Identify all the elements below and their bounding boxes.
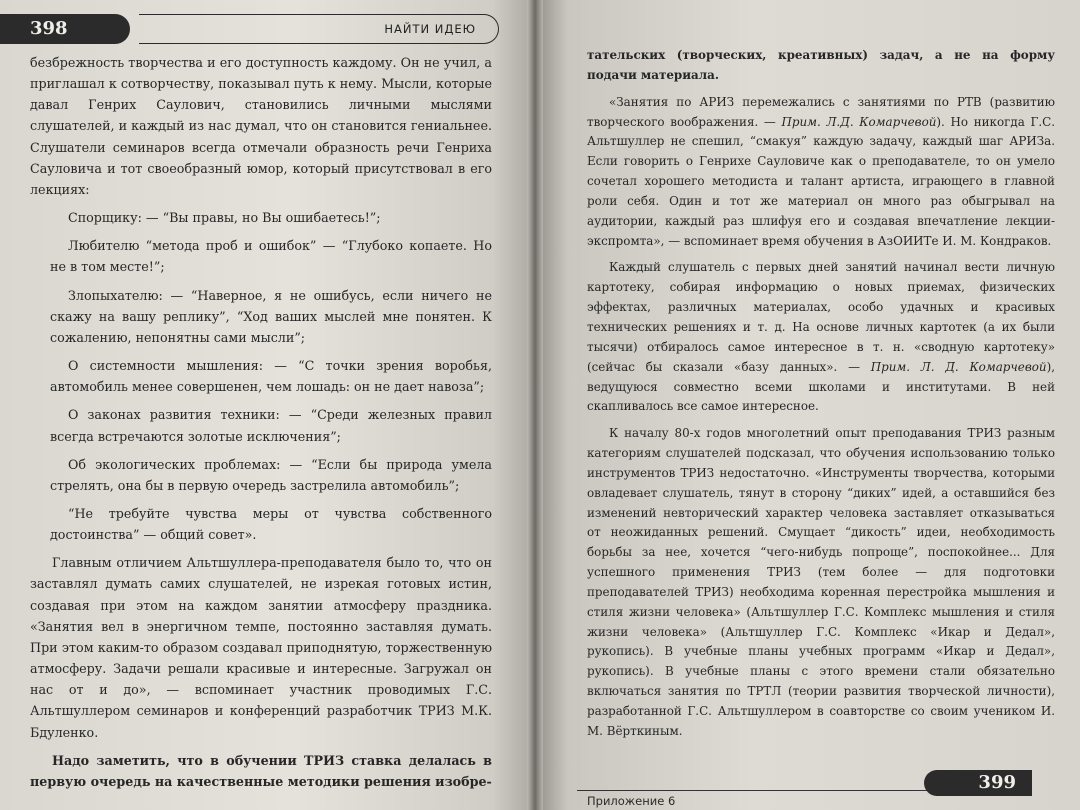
paragraph: [587, 93, 1055, 252]
editor-note: Прим. Л. Д. Комарчевой: [870, 359, 1047, 374]
left-page-number: 398: [0, 14, 130, 44]
book-gutter: [527, 0, 543, 810]
left-page: [0, 0, 535, 810]
quote-line: “Не требуйте чувства меры от чувства собственного достоинства” — общий совет».: [50, 505, 492, 543]
quote-line: О законах развития техники: — “Среди железных правил всегда встречаются золотые исключения”;: [50, 407, 492, 444]
paragraph: К началу 80-х годов многолетний опыт преподавания ТРИЗ разным категориям слушателей подсказал, что обучения использованию только инструментов ТРИЗ недостаточно. «Инструменты творчества, которыми овладевает слушатель, тянут в сторону “диких” идей, а оставшийся без изменений невторический характер человека заставляет отказываться от неожиданных решений. Смущает “дикость” идеи, необходимость борьбы за нее, хочется “чего-нибудь попроще”, поспокойнее... Для успешного применения ТРИЗ (тем более — для подготовки преподавателей ТРИЗ) необходима коренная перестройка мышления и стиля жизни человека» (Альтшуллер Г.С. Комплекс мышления и стиля жизни человека» (Альтшуллер Г.С. Комплекс «Икар и Дедал», рукопись). В учебные планы учебных программ «Икар и Дедал», рукопись). В учебные планы с этого времени стали обязательно включаться занятия по ТРТЛ (теории развития творческой личности), разработанной Г.С. Альтшуллером в соавторстве со своим учеником И. М. Вёрткиным.: [587, 426, 1055, 738]
paragraph: [587, 258, 1055, 417]
bold-paragraph-continuation: тательских (творческих, креативных) задач, а не на форму подачи материала.: [587, 48, 1055, 82]
paragraph-text: ). Но никогда Г.С. Альтшуллер не спешил, “смакуя” каждую задачу, каждый шаг АРИЗа. Если говорить о Генрихе Сауловиче как о преподавателе, то он умело сочетал хорошего методиста и талант артиста, играющего в главной роли себя. Один и тот же материал он много раз обыгрывал на аудитории, каждый раз шлифуя его и создавая впечатление лекции-экспромта», — вспоминает время обучения в АзОИИТе И. М. Кондраков.: [587, 114, 1055, 248]
right-page: [535, 0, 1080, 810]
editor-note: Прим. Л.Д. Комарчевой: [781, 114, 937, 129]
right-page-footer: [535, 770, 1080, 806]
paragraph: Главным отличием Альтшуллера-преподавателя было то, что он заставлял думать самих слушателей, не изрекая готовых истин, создавая при этом на каждом занятии атмосферу праздника. «Занятия вел в энергичном темпе, постоянно заставляя думать. При этом каким-то образом создавал приподнятую, торжественную атмосферу. Задачи решали красивые и интересные. Загружал он нас от и до», — вспоминает участник проводимых Г.С. Альтшуллером семинаров и конференций разработчик ТРИЗ М.К. Бдуленко.: [30, 555, 492, 740]
paragraph-text: «Занятия по АРИЗ перемежались с занятиями по РТВ (развитию творческого воображения. —: [587, 94, 1055, 129]
right-page-body: [587, 46, 1055, 749]
quote-line: О системности мышления: — “С точки зрения воробья, автомобиль менее совершенен, чем лошадь: он не дает навоза”;: [50, 358, 492, 395]
right-page-number: 399: [924, 770, 1032, 796]
paragraph-text: Каждый слушатель с первых дней занятий начинал вести личную картотеку, собирая информацию о новых приемах, физических эффектах, различных материалах, особо удачных и красивых технических решениях и т. д. На основе личных картотек (а их были тысячи) отбиралось самое интересное в т. н. «сводную картотеку» (сейчас бы сказали «базу данных». —: [587, 260, 1055, 374]
left-page-header: [0, 14, 505, 44]
paragraph-text: ), ведущуюся совместно всеми школами и институтами. В ней скапливалось все самое интересное.: [587, 359, 1055, 414]
bold-paragraph: Надо заметить, что в обучении ТРИЗ ставка делалась в первую очередь на качественные методики решения изобре-: [30, 752, 492, 789]
footer-label: Приложение 6: [587, 794, 676, 808]
quote-line: Злопыхателю: — “Наверное, я не ошибусь, если ничего не скажу на вашу реплику”, “Ход ваших мыслей мне понятен. К сожалению, непонятны сами мысли”;: [50, 287, 492, 345]
paragraph: безбрежность творчества и его доступность каждому. Он не учил, а приглашал к сотворчеству, показывал путь к нему. Мысли, которые давал Генрих Саулович, становились личными мыслями слушателей, и каждый из нас думал, что он становится гениальнее. Слушатели семинаров всегда отмечали образность речи Генриха Сауловича и тот своеобразный юмор, который присутствовал в его лекциях:: [30, 55, 492, 197]
quote-line: Любителю “метода проб и ошибок” — “Глубоко копаете. Но не в том месте!”;: [50, 238, 492, 275]
quote-line: Спорщику: — “Вы правы, но Вы ошибаетесь!”;: [68, 210, 381, 226]
quote-line: Об экологических проблемах: — “Если бы природа умела стрелять, она бы в первую очередь застрелила автомобиль”;: [50, 456, 492, 493]
running-head: НАЙТИ ИДЕЮ: [139, 14, 499, 44]
left-page-body: [30, 52, 492, 799]
